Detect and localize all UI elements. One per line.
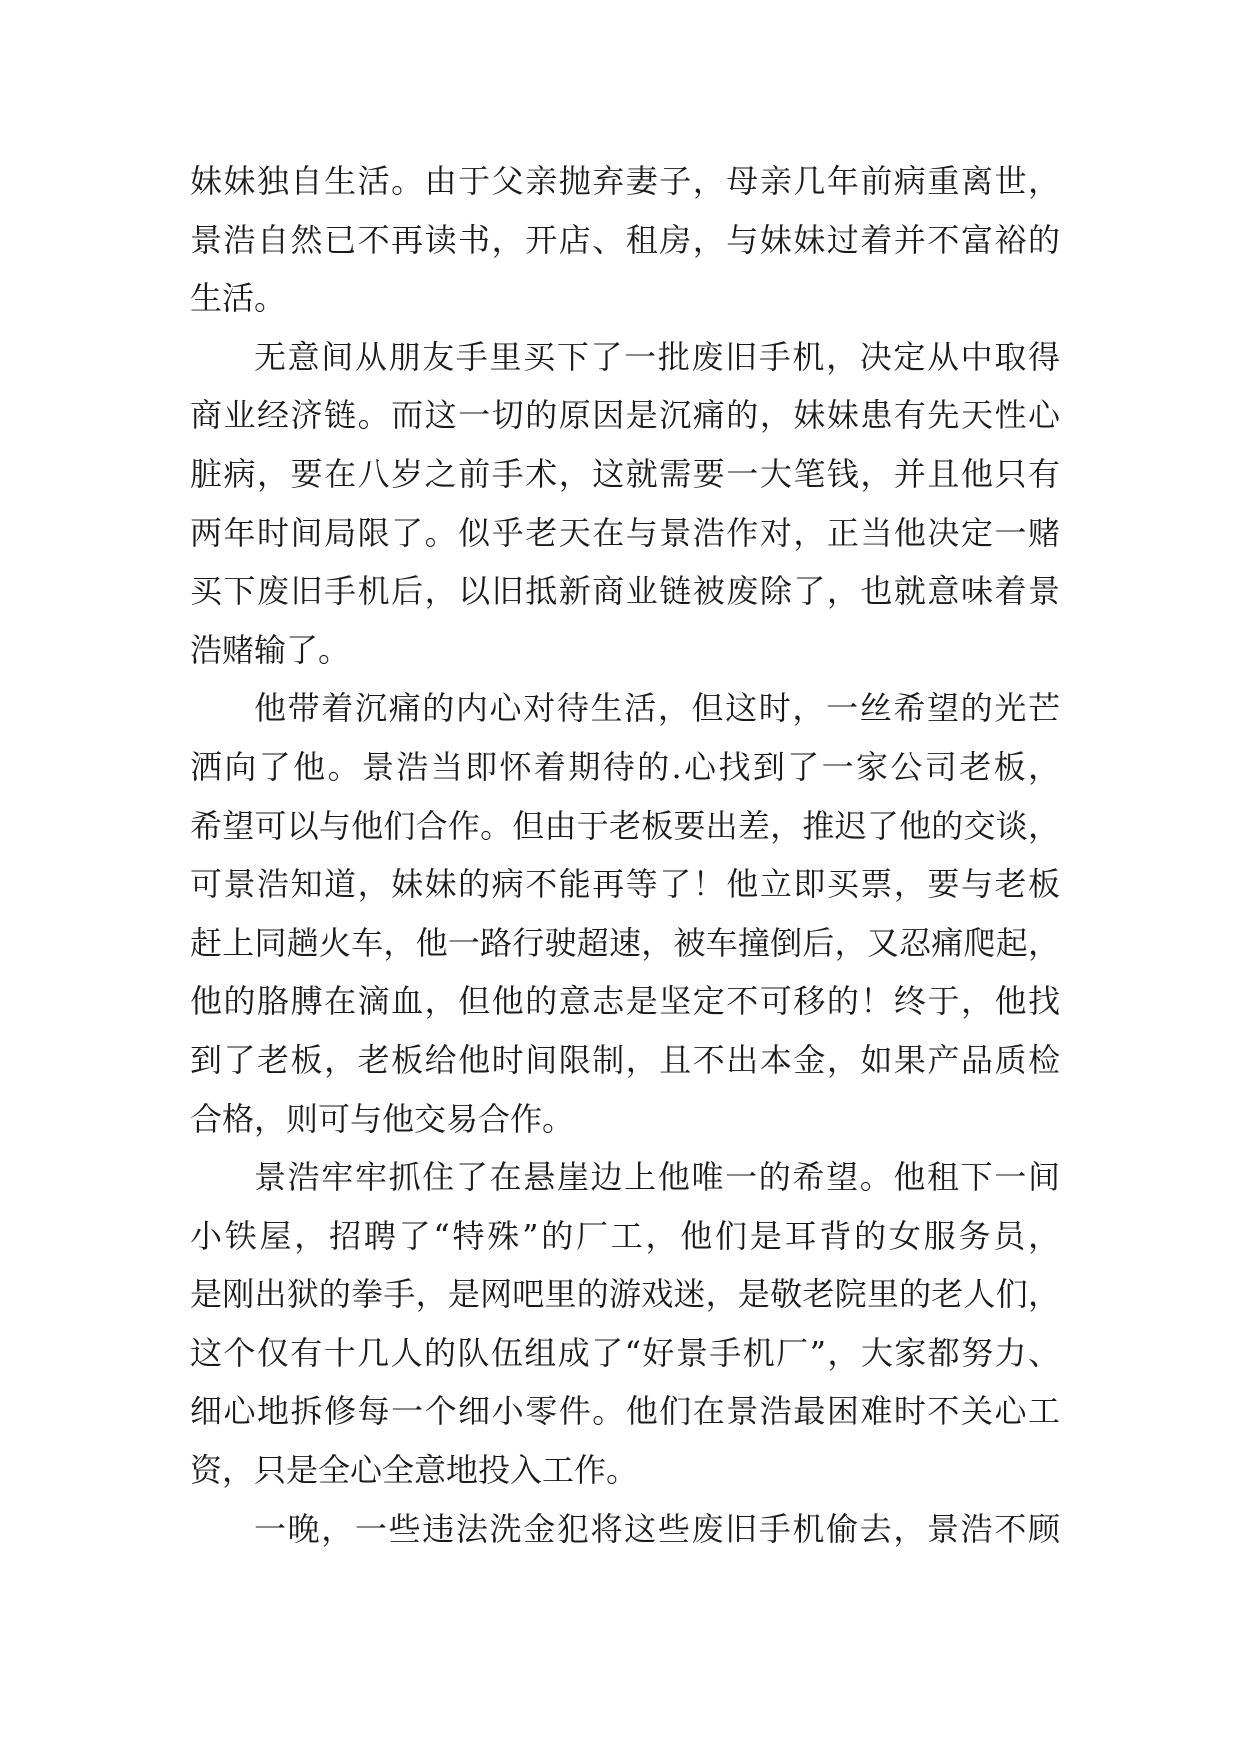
text-line: 生活。 [190,279,287,318]
text-line: 浩赌输了。 [190,630,351,669]
text-line: 是刚出狱的拳手，是网吧里的游戏迷，是敬老院里的老人们， [190,1275,1060,1314]
text-line: 到了老板，老板给他时间限制，且不出本金，如果产品质检 [190,1040,1060,1079]
text-line: 洒向了他。景浩当即怀着期待的.心找到了一家公司老板， [190,747,1060,786]
text-line: 细心地拆修每一个细小零件。他们在景浩最困难时不关心工 [190,1392,1060,1431]
text-line: 两年时间局限了。似乎老天在与景浩作对，正当他决定一赌 [190,513,1060,552]
text-line: 买下废旧手机后，以旧抵新商业链被废除了，也就意味着景 [190,572,1060,611]
paragraph-first-line: 无意间从朋友手里买下了一批废旧手机，决定从中取得 [254,337,1060,376]
paragraph-first-line: 一晚，一些违法洗金犯将这些废旧手机偷去，景浩不顾 [254,1509,1060,1548]
text-line: 赶上同趟火车，他一路行驶超速，被车撞倒后，又忍痛爬起， [190,923,1060,962]
text-line: 希望可以与他们合作。但由于老板要出差，推迟了他的交谈， [190,806,1060,845]
text-line: 合格，则可与他交易合作。 [190,1099,575,1138]
text-line: 资，只是全心全意地投入工作。 [190,1451,639,1490]
text-line: 商业经济链。而这一切的原因是沉痛的，妹妹患有先天性心 [190,396,1060,435]
paragraph-first-line: 景浩牢牢抓住了在悬崖边上他唯一的希望。他租下一间 [254,1158,1060,1197]
text-line: 这个仅有十几人的队伍组成了“好景手机厂”，大家都努力、 [190,1333,1060,1372]
text-line: 可景浩知道，妹妹的病不能再等了！他立即买票，要与老板 [190,865,1060,904]
body-text [190,152,1060,1558]
text-line: 他的胳膊在滴血，但他的意志是坚定不可移的！终于，他找 [190,982,1060,1021]
text-line: 脏病，要在八岁之前手术，这就需要一大笔钱，并且他只有 [190,454,1060,493]
text-line: 妹妹独自生活。由于父亲抛弃妻子，母亲几年前病重离世， [190,162,1060,200]
text-line: 小铁屋，招聘了“特殊”的厂工，他们是耳背的女服务员， [190,1216,1060,1255]
paragraph-first-line: 他带着沉痛的内心对待生活，但这时，一丝希望的光芒 [254,689,1060,728]
text-line: 景浩自然已不再读书，开店、租房，与妹妹过着并不富裕的 [190,220,1060,259]
